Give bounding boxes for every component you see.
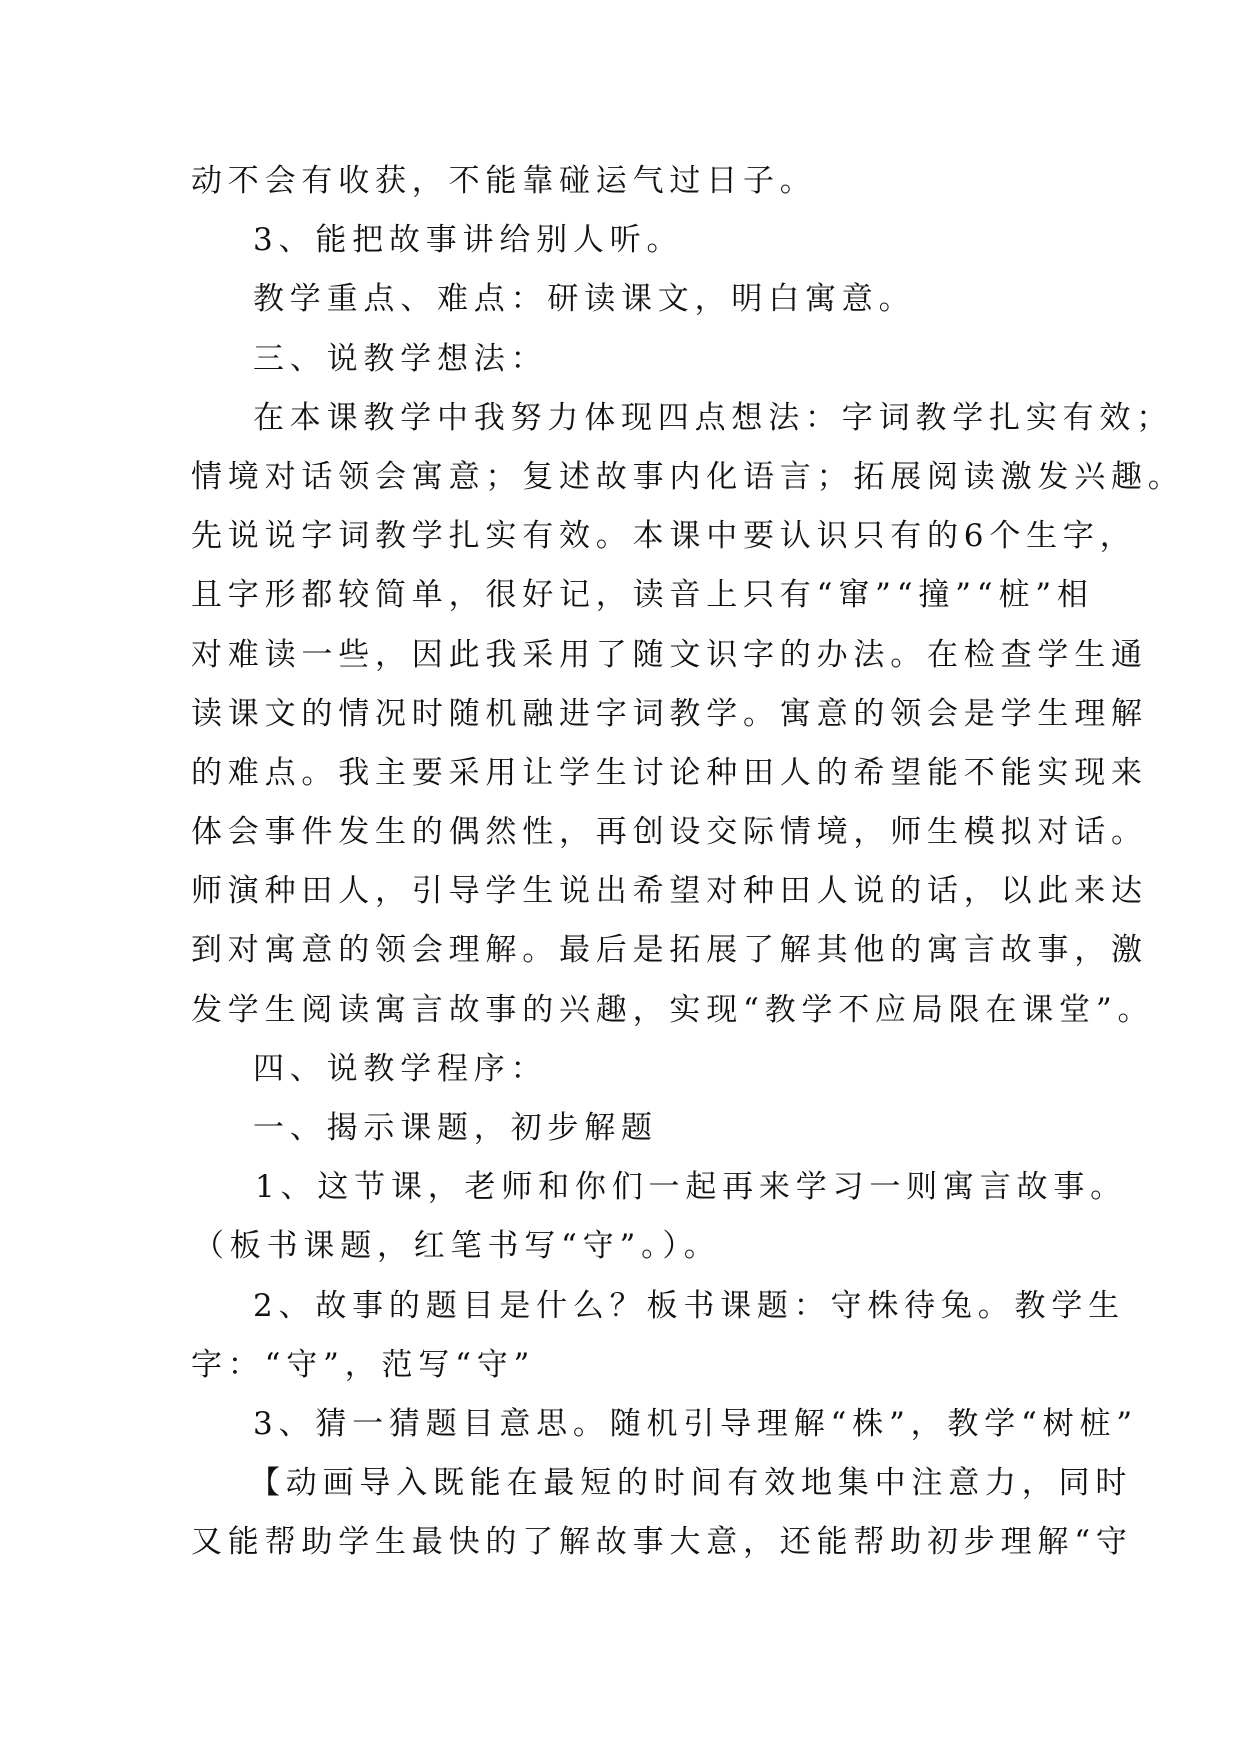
paragraph-line: 3、猜一猜题目意思。随机引导理解“株”，教学“树桩” bbox=[253, 1405, 1138, 1442]
paragraph-line: 对难读一些，因此我采用了随文识字的办法。在检查学生通 bbox=[191, 636, 1148, 673]
document-body bbox=[191, 152, 1185, 1573]
paragraph-line: 1、这节课，老师和你们一起再来学习一则寓言故事。 bbox=[255, 1169, 1127, 1206]
paragraph-line: 先说说字词教学扎实有效。本课中要认识只有的6个生字， bbox=[191, 518, 1137, 555]
paragraph-line: 在本课教学中我努力体现四点想法：字词教学扎实有效； bbox=[253, 399, 1173, 436]
paragraph-line: 【动画导入既能在最短的时间有效地集中注意力，同时 bbox=[249, 1465, 1133, 1502]
paragraph-line: 情境对话领会寓意；复述故事内化语言；拓展阅读激发兴趣。 bbox=[191, 458, 1185, 495]
paragraph-line: 到对寓意的领会理解。最后是拓展了解其他的寓言故事，激 bbox=[191, 932, 1148, 969]
subsection-heading: 一、揭示课题，初步解题 bbox=[253, 1110, 658, 1146]
paragraph-line: 且字形都较简单，很好记，读音上只有“窜”“撞”“桩”相 bbox=[191, 577, 1094, 614]
paragraph-line: 教学重点、难点：研读课文，明白寓意。 bbox=[253, 281, 916, 318]
paragraph-line: 读课文的情况时随机融进字词教学。寓意的领会是学生理解 bbox=[191, 695, 1148, 732]
paragraph-line: 发学生阅读寓言故事的兴趣，实现“教学不应局限在课堂”。 bbox=[191, 991, 1155, 1028]
paragraph-line: 师演种田人，引导学生说出希望对种田人说的话，以此来达 bbox=[191, 873, 1148, 910]
paragraph-line: 又能帮助学生最快的了解故事大意，还能帮助初步理解“守 bbox=[191, 1524, 1133, 1561]
paragraph-line: 动不会有收获，不能靠碰运气过日子。 bbox=[191, 163, 817, 199]
paragraph-line: 字：“守”，范写“守” bbox=[191, 1346, 536, 1383]
section-heading: 三、说教学想法： bbox=[253, 340, 548, 377]
paragraph-line: （板书课题，红笔书写“守”。）。 bbox=[193, 1228, 721, 1265]
paragraph-line: 2、故事的题目是什么？板书课题：守株待兔。教学生 bbox=[253, 1287, 1125, 1324]
section-heading: 四、说教学程序： bbox=[253, 1050, 548, 1087]
paragraph-line: 的难点。我主要采用让学生讨论种田人的希望能不能实现来 bbox=[191, 754, 1148, 791]
paragraph-line: 体会事件发生的偶然性，再创设交际情境，师生模拟对话。 bbox=[191, 814, 1148, 851]
paragraph-line: 3、能把故事讲给别人听。 bbox=[253, 222, 684, 259]
